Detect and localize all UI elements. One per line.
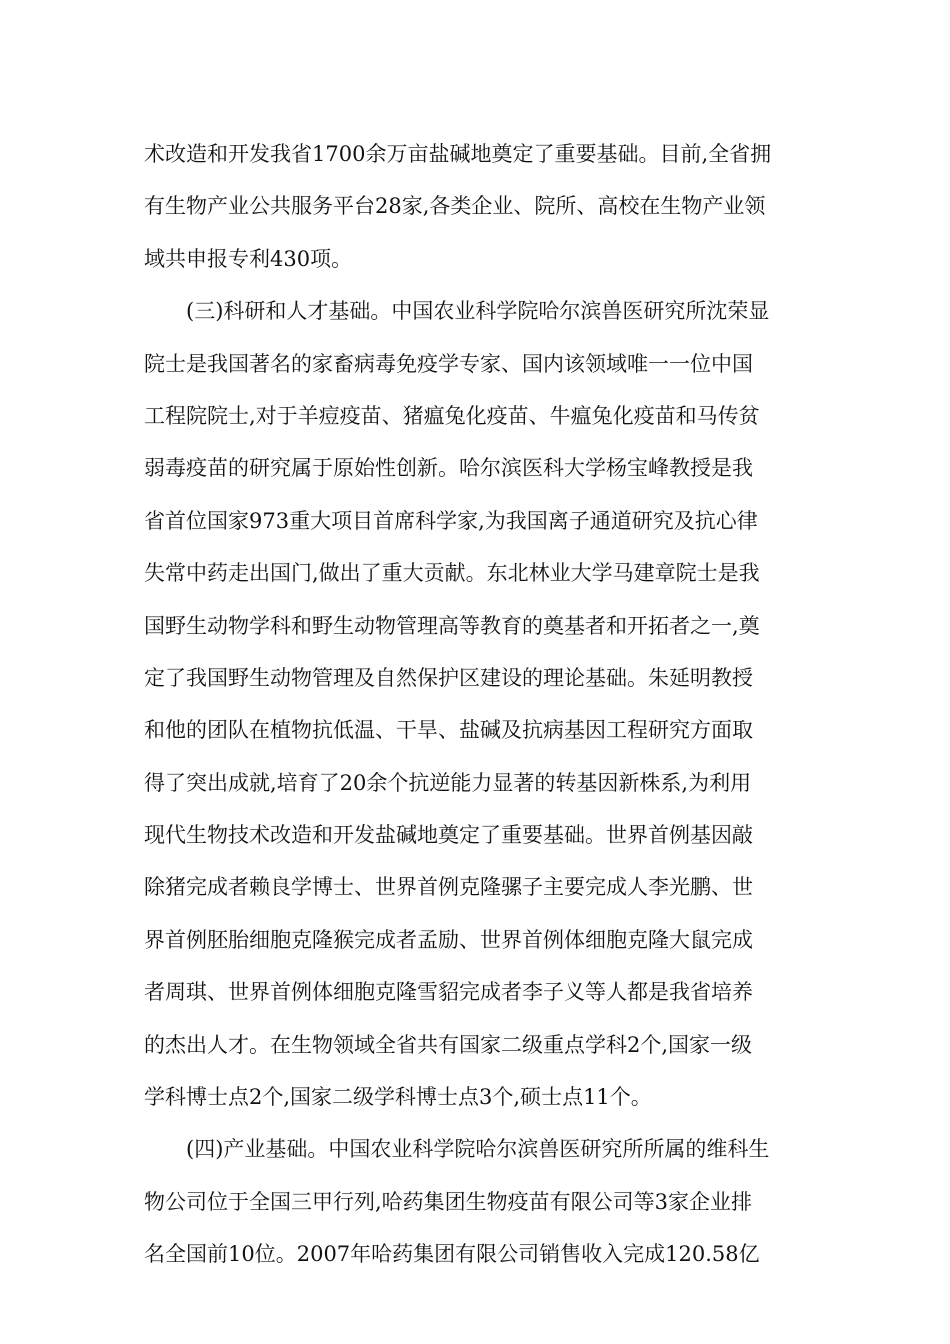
text-line: 院士是我国著名的家畜病毒免疫学专家、国内该领域唯一一位中国 (144, 351, 753, 376)
text-line: 域共申报专利430项。 (144, 246, 353, 271)
text-line: 省首位国家973重大项目首席科学家,为我国离子通道研究及抗心律 (144, 508, 758, 533)
text-line: 失常中药走出国门,做出了重大贡献。东北林业大学马建章院士是我 (144, 561, 760, 586)
body-text (144, 128, 808, 1281)
text-line: 界首例胚胎细胞克隆猴完成者孟励、世界首例体细胞克隆大鼠完成 (144, 927, 753, 952)
text-line: 国野生动物学科和野生动物管理高等教育的奠基者和开拓者之一,奠 (144, 613, 760, 638)
text-line: 的杰出人才。在生物领域全省共有国家二级重点学科2个,国家一级 (144, 1032, 753, 1057)
text-line: 定了我国野生动物管理及自然保护区建设的理论基础。朱延明教授 (144, 665, 753, 690)
text-line: 弱毒疫苗的研究属于原始性创新。哈尔滨医科大学杨宝峰教授是我 (144, 456, 753, 481)
paragraph-start-line: (三)科研和人才基础。中国农业科学院哈尔滨兽医研究所沈荣显 (186, 299, 770, 324)
text-line: 现代生物技术改造和开发盐碱地奠定了重要基础。世界首例基因敲 (144, 823, 753, 848)
text-line: 有生物产业公共服务平台28家,各类企业、院所、高校在生物产业领 (144, 194, 766, 219)
text-line: 物公司位于全国三甲行列,哈药集团生物疫苗有限公司等3家企业排 (144, 1189, 753, 1214)
text-line: 除猪完成者赖良学博士、世界首例克隆骡子主要完成人李光鹏、世 (144, 875, 753, 900)
text-line: 工程院院士,对于羊痘疫苗、猪瘟兔化疫苗、牛瘟兔化疫苗和马传贫 (144, 403, 760, 428)
text-line: 学科博士点2个,国家二级学科博士点3个,硕士点11个。 (144, 1085, 652, 1110)
text-line: 名全国前10位。2007年哈药集团有限公司销售收入完成120.58亿 (144, 1242, 760, 1267)
text-line: 术改造和开发我省1700余万亩盐碱地奠定了重要基础。目前,全省拥 (144, 142, 772, 166)
text-line: 得了突出成就,培育了20余个抗逆能力显著的转基因新株系,为利用 (144, 770, 752, 795)
text-line: 和他的团队在植物抗低温、干旱、盐碱及抗病基因工程研究方面取 (144, 718, 753, 743)
paragraph-start-line: (四)产业基础。中国农业科学院哈尔滨兽医研究所所属的维科生 (186, 1137, 770, 1162)
text-line: 者周琪、世界首例体细胞克隆雪貂完成者李子义等人都是我省培养 (144, 980, 753, 1005)
